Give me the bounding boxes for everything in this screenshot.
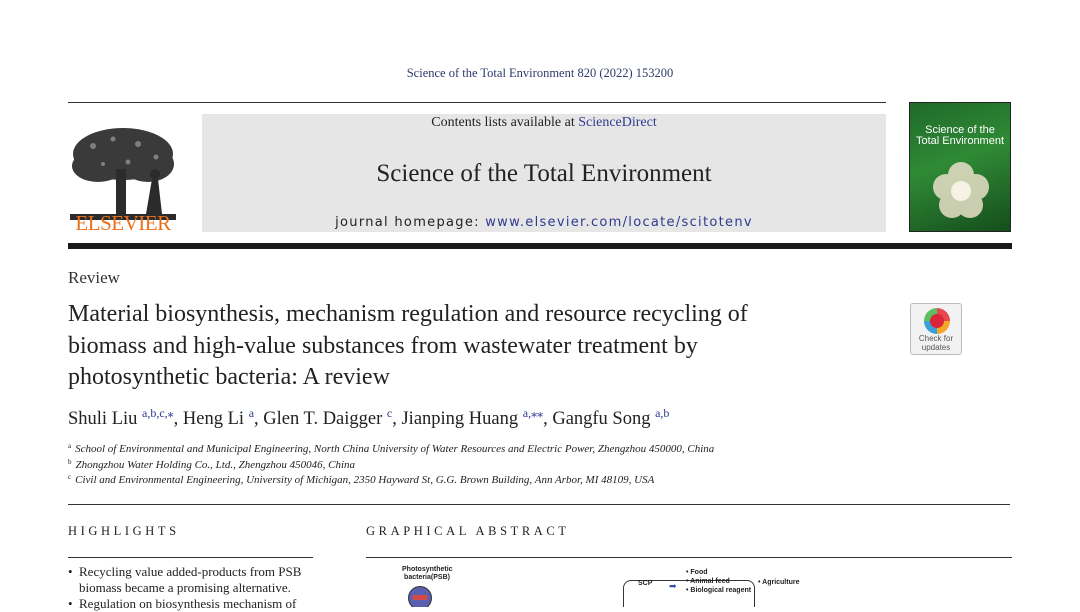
affiliation-mark: c	[68, 473, 72, 481]
highlights-list	[68, 564, 318, 612]
publisher-wordmark[interactable]: ELSEVIER	[75, 211, 171, 235]
homepage-link[interactable]: www.elsevier.com/locate/scitotenv	[485, 215, 753, 230]
affiliation	[68, 442, 714, 455]
badge-label-line2: updates	[921, 342, 951, 352]
affiliation	[68, 473, 654, 486]
psb-label-line1: Photosynthetic	[402, 566, 453, 573]
title-line: photosynthetic bacteria: A review	[68, 364, 390, 390]
author-affiliation-mark[interactable]: a,b,c,⁎	[142, 406, 174, 420]
highlight-item: • Recycling value added-products from PSB biomass became a promising alternative.	[68, 564, 318, 596]
author-separator: ,	[254, 409, 264, 429]
badge-label-line1: Check for	[918, 334, 954, 343]
crossmark-icon	[924, 308, 950, 334]
header-rule	[68, 102, 886, 103]
affiliation-text: Civil and Environmental Engineering, University of Michigan, 2350 Hayward St, G.G. Brown Building, Ann Arbor, MI 48109, USA	[75, 474, 655, 486]
author-separator: ,	[392, 409, 402, 429]
title-line: Material biosynthesis, mechanism regulation and resource recycling of	[68, 301, 748, 327]
article-type: Review	[68, 268, 120, 287]
product-biological-reagent: • Biological reagent	[686, 587, 752, 594]
author-affiliation-mark[interactable]: c	[386, 406, 393, 420]
cover-flower-graphic	[932, 161, 990, 219]
author-separator: ,	[173, 409, 183, 429]
graphical-abstract-heading: GRAPHICAL ABSTRACT	[366, 524, 570, 538]
header-thick-rule	[68, 243, 1012, 249]
author-affiliation-mark[interactable]: a	[248, 406, 255, 420]
journal-cover[interactable]	[909, 102, 1011, 232]
cover-title-line1: Science of the	[925, 124, 995, 136]
highlights-rule	[68, 557, 313, 558]
badge-label	[911, 335, 961, 352]
author-separator: ,	[543, 409, 553, 429]
author-affiliation-mark[interactable]: a,b	[655, 406, 670, 420]
journal-title: Science of the Total Environment	[376, 160, 712, 187]
author-name[interactable]: Shuli Liu	[68, 409, 138, 429]
highlight-item: • Regulation on biosynthesis mechanism of	[68, 596, 318, 612]
psb-label	[402, 566, 452, 582]
cover-title-line2: Total Environment	[915, 135, 1005, 147]
article-title	[68, 299, 848, 394]
author-name[interactable]: Glen T. Daigger	[263, 409, 383, 429]
journal-homepage	[202, 215, 886, 230]
section-divider	[68, 504, 1010, 505]
affiliation-text: School of Environmental and Municipal Engineering, North China University of Water Resources and Electric Power, Zhengzhou 450000, China	[75, 443, 715, 455]
product-animal-feed: • Animal feed	[686, 578, 730, 585]
affiliation-mark: b	[68, 458, 72, 466]
affiliation	[68, 458, 355, 471]
affiliation-text: Zhongzhou Water Holding Co., Ltd., Zhengzhou 450046, China	[75, 459, 356, 471]
author-list	[68, 406, 669, 430]
journal-citation[interactable]: Science of the Total Environment 820 (2022) 153200	[406, 66, 674, 80]
contents-prefix: Contents lists available at	[431, 115, 579, 130]
bacteria-cell-icon	[408, 586, 432, 607]
scp-label: SCP	[638, 580, 653, 587]
product-agriculture: • Agriculture	[758, 579, 800, 586]
product-food: • Food	[686, 569, 708, 576]
author-affiliation-mark[interactable]: a,⁎⁎	[522, 406, 544, 420]
author-name[interactable]: Gangfu Song	[552, 409, 651, 429]
author-name[interactable]: Jianping Huang	[401, 409, 519, 429]
title-line: biomass and high-value substances from wastewater treatment by	[68, 332, 698, 359]
homepage-prefix: journal homepage:	[335, 215, 486, 230]
contents-line	[202, 115, 886, 131]
highlights-heading: HIGHLIGHTS	[68, 524, 180, 538]
psb-label-line2: bacteria(PSB)	[404, 574, 450, 581]
author-name[interactable]: Heng Li	[182, 409, 245, 429]
sciencedirect-link[interactable]: ScienceDirect	[578, 115, 657, 130]
graphical-abstract-rule	[366, 557, 1012, 558]
affiliation-mark: a	[68, 442, 72, 450]
arrow-right-icon: ➡	[669, 581, 677, 591]
graphical-abstract[interactable]	[366, 560, 1012, 607]
check-for-updates-badge[interactable]	[910, 303, 962, 355]
